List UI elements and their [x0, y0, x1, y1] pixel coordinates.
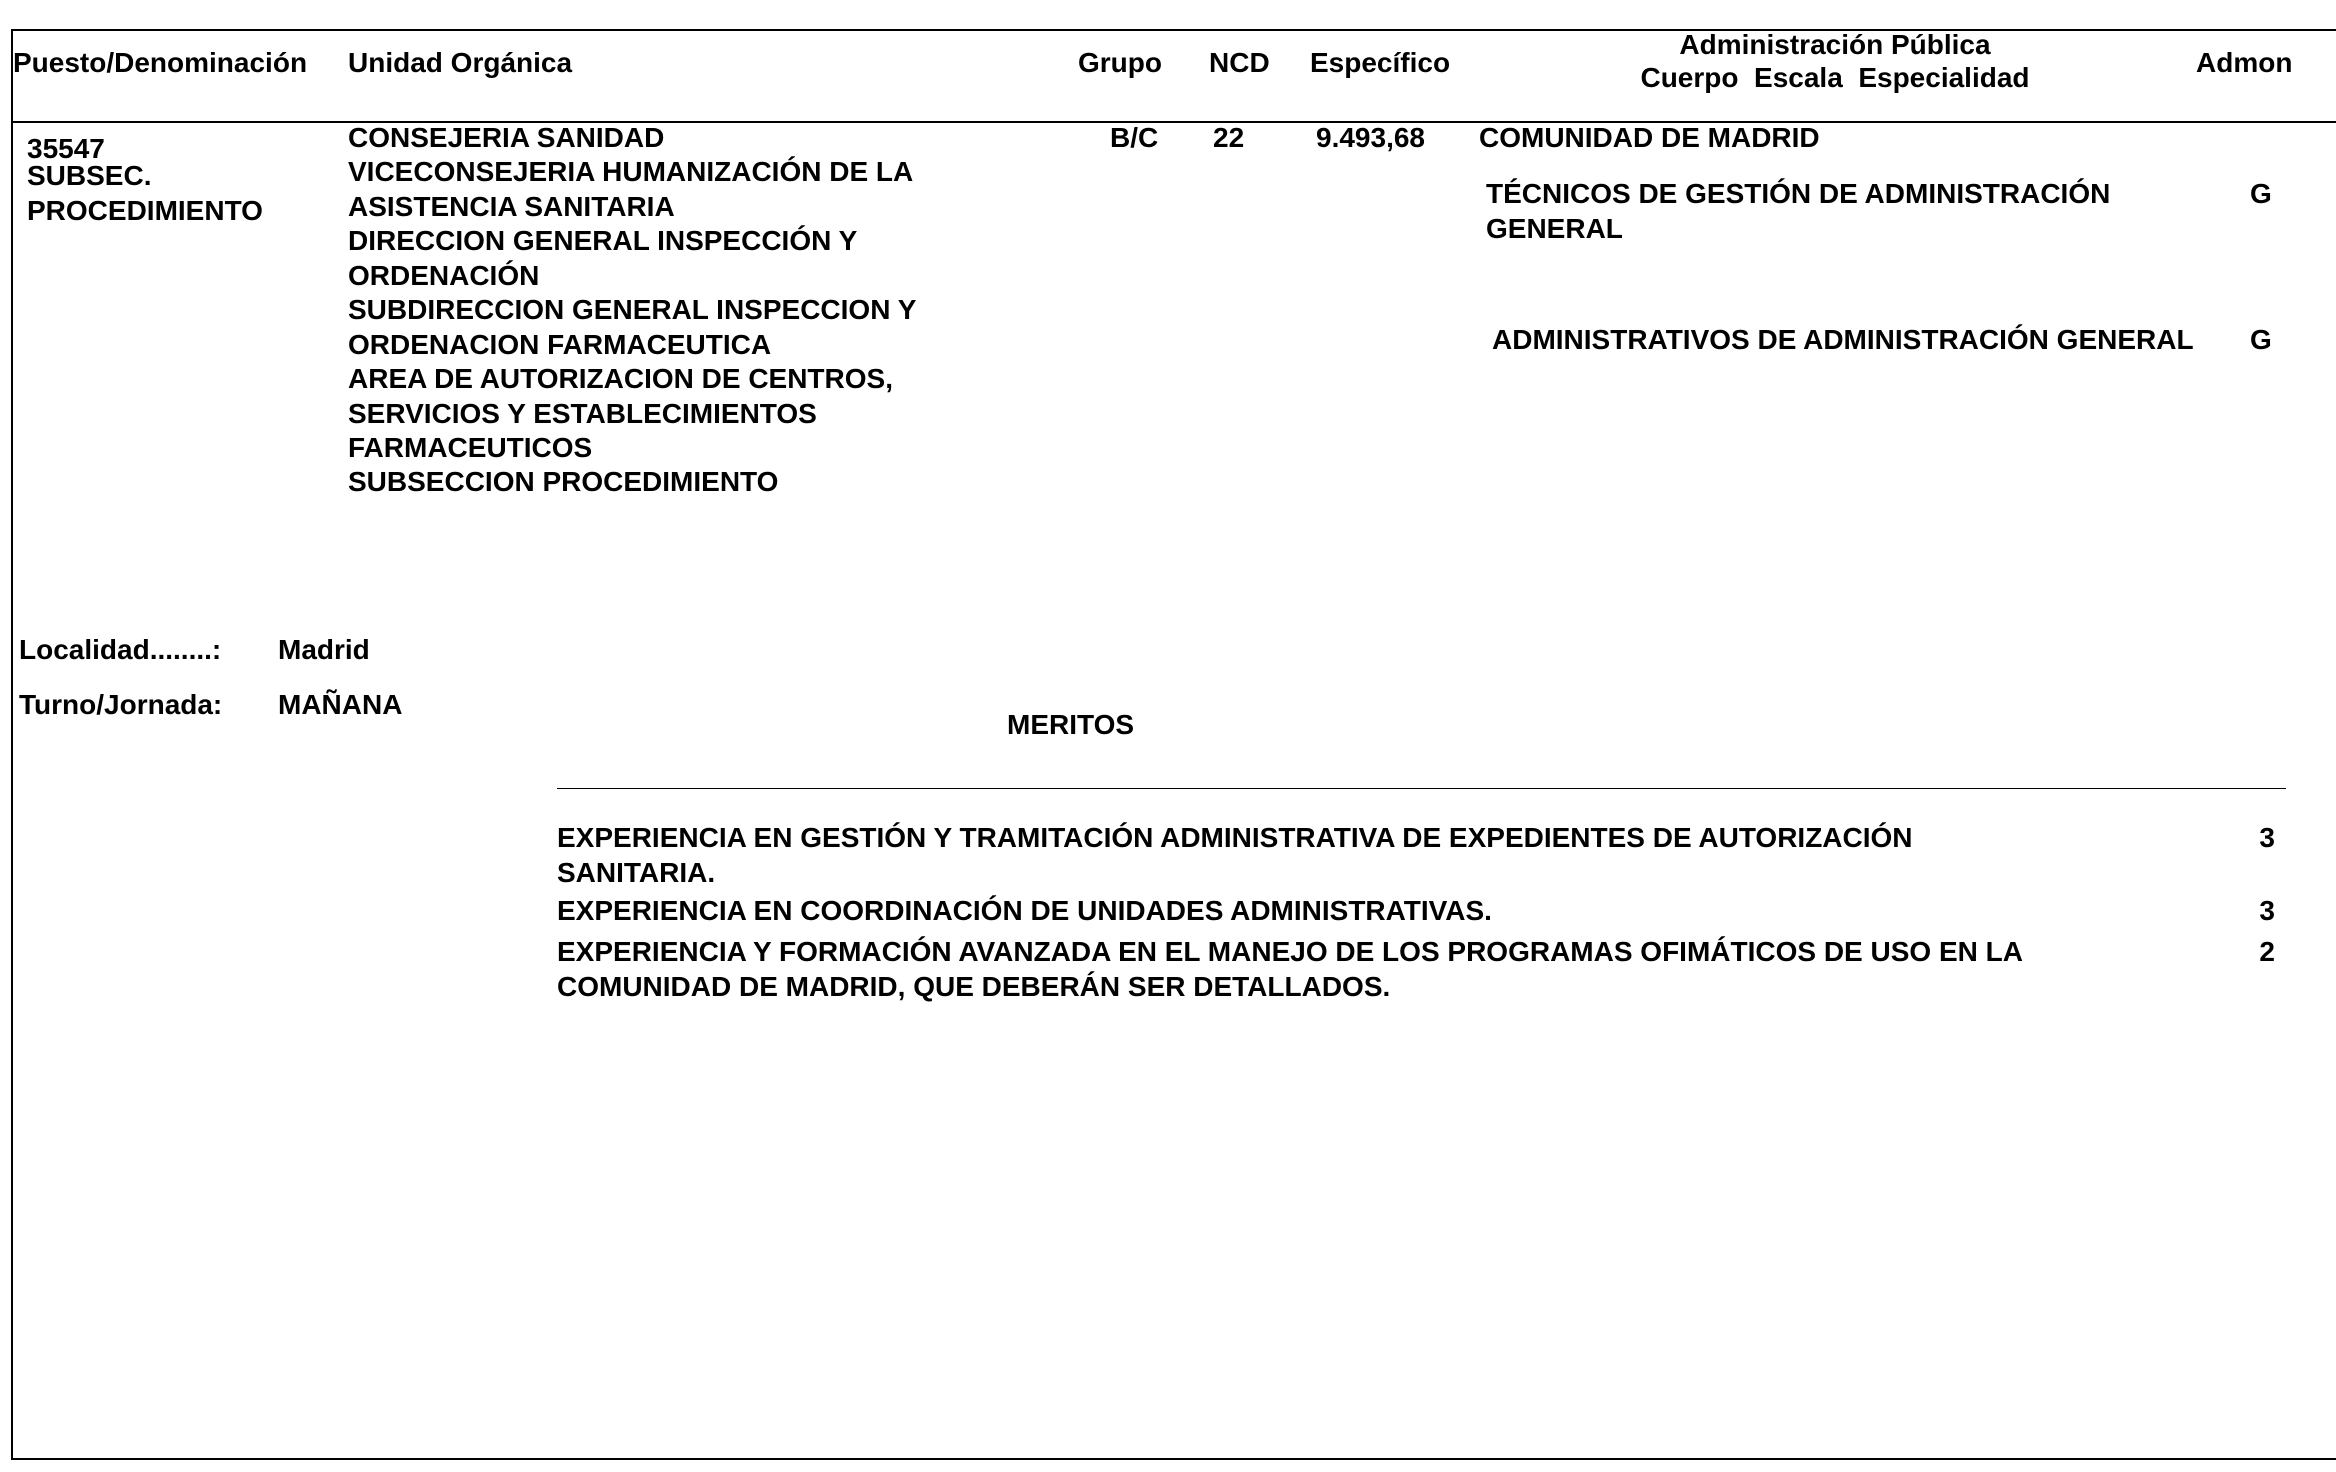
unidad-direccion-general: DIRECCION GENERAL INSPECCIÓN Y ORDENACIÓN — [348, 225, 858, 291]
header-unidad: Unidad Orgánica — [348, 47, 573, 78]
localidad-label: Localidad........: — [19, 634, 222, 665]
cuerpo-tecnicos-gestion: TÉCNICOS DE GESTIÓN DE ADMINISTRACIÓN GENERAL — [1486, 178, 2111, 244]
ncd-value: 22 — [1213, 122, 1245, 153]
merito-item-1: EXPERIENCIA EN GESTIÓN Y TRAMITACIÓN ADMINISTRATIVA DE EXPEDIENTES DE AUTORIZACIÓN SANITARIA. — [557, 822, 1913, 888]
merito-item-2: EXPERIENCIA EN COORDINACIÓN DE UNIDADES ADMINISTRATIVAS. — [557, 895, 1492, 926]
turno-label: Turno/Jornada: — [19, 689, 223, 720]
header-grupo: Grupo — [1078, 47, 1162, 78]
cuerpo-tecnicos-admon: G — [2250, 178, 2272, 209]
header-administracion: Administración Pública — [1679, 29, 1991, 60]
cuerpo-administrativos-admon: G — [2250, 324, 2272, 355]
header-cuerpo-escala: Cuerpo Escala Especialidad — [1640, 62, 2030, 93]
puesto-denominacion: SUBSEC. PROCEDIMIENTO — [27, 160, 263, 226]
header-especifico: Específico — [1310, 47, 1451, 78]
unidad-area: AREA DE AUTORIZACION DE CENTROS, SERVICIOS Y ESTABLECIMIENTOS FARMACEUTICOS — [348, 363, 893, 463]
meritos-title: MERITOS — [1007, 709, 1135, 740]
header-puesto: Puesto/Denominación — [13, 47, 308, 78]
header-ncd: NCD — [1209, 47, 1270, 78]
merito-points-2: 3 — [2259, 895, 2275, 926]
grupo-value: B/C — [1110, 122, 1159, 153]
especifico-value: 9.493,68 — [1316, 122, 1425, 153]
merito-points-1: 3 — [2259, 822, 2275, 853]
meritos-separator — [557, 788, 2286, 789]
unidad-consejeria: CONSEJERIA SANIDAD — [348, 122, 665, 153]
unidad-subseccion: SUBSECCION PROCEDIMIENTO — [348, 466, 779, 497]
turno-value: MAÑANA — [278, 689, 403, 720]
puesto-codigo: 35547 — [27, 133, 105, 164]
localidad-value: Madrid — [278, 634, 370, 665]
unidad-viceconsejeria: VICECONSEJERIA HUMANIZACIÓN DE LA ASISTENCIA SANITARIA — [348, 156, 914, 222]
administracion-value: COMUNIDAD DE MADRID — [1479, 122, 1820, 153]
merito-points-3: 2 — [2259, 936, 2275, 967]
unidad-subdireccion-general: SUBDIRECCION GENERAL INSPECCION Y ORDENACION FARMACEUTICA — [348, 294, 917, 360]
cuerpo-administrativos: ADMINISTRATIVOS DE ADMINISTRACIÓN GENERAL — [1492, 324, 2194, 355]
merito-item-3: EXPERIENCIA Y FORMACIÓN AVANZADA EN EL MANEJO DE LOS PROGRAMAS OFIMÁTICOS DE USO EN LA COMUNIDAD DE MADRID, QUE DEBERÁN SER DETALLADOS. — [557, 936, 2023, 1002]
header-admon: Admon — [2196, 47, 2293, 78]
